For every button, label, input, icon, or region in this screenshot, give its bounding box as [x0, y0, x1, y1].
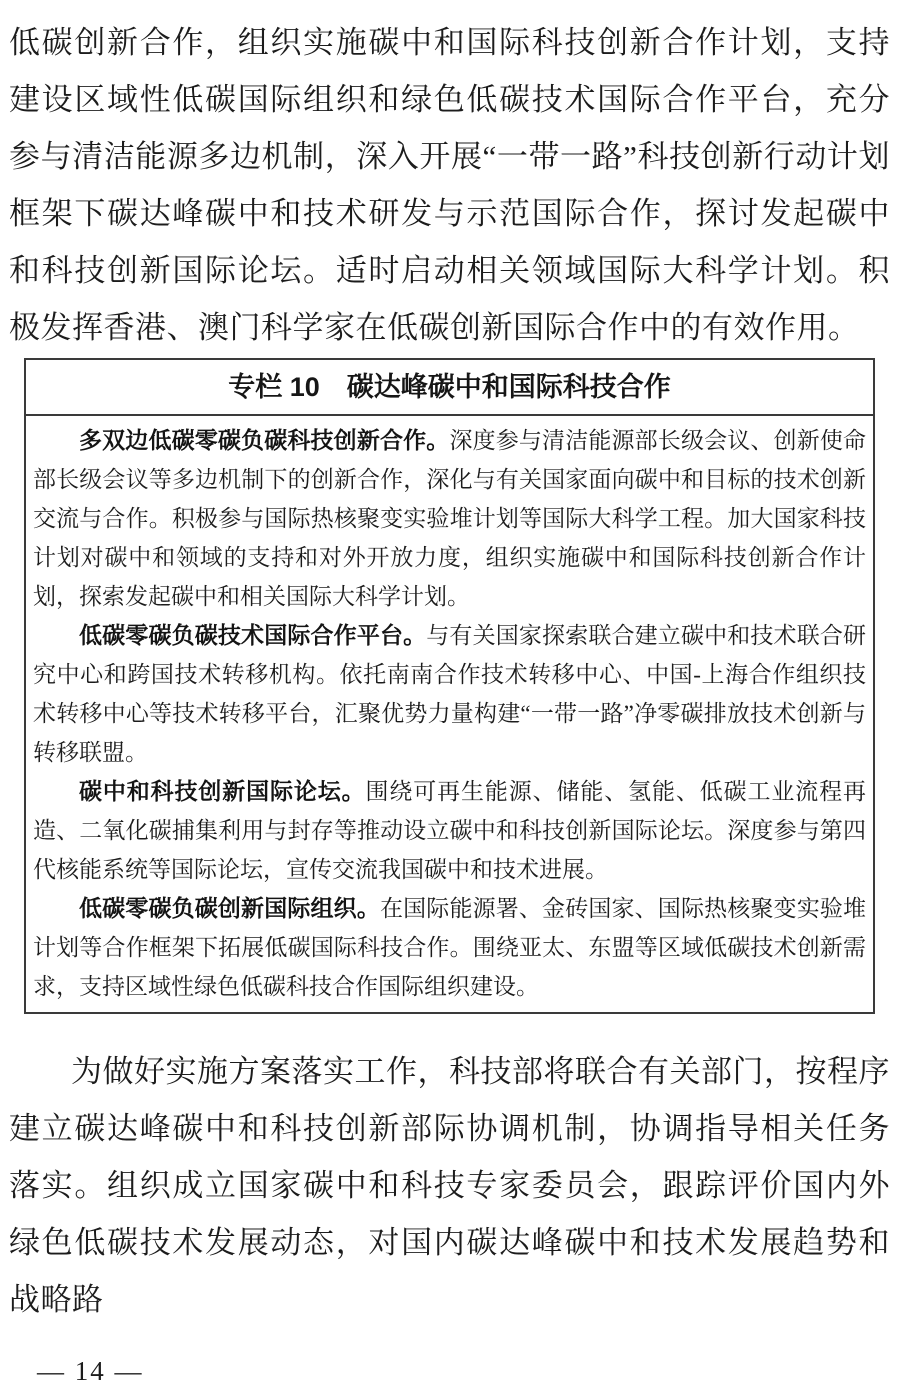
page-number: — 14 — — [37, 1356, 144, 1386]
box-paragraph-text: 围绕可再生能源、储能、氢能、低碳工业流程再造、二氧化碳捕集利用与封存等推动设立碳中和科技创新国际论坛。深度参与第四代核能系统等国际论坛，宣传交流我国碳中和技术进展。 — [33, 779, 866, 882]
box-title: 专栏 10 碳达峰碳中和国际科技合作 — [26, 360, 873, 416]
box-paragraph — [33, 421, 866, 616]
box-paragraph-text: 深度参与清洁能源部长级会议、创新使命部长级会议等多边机制下的创新合作，深化与有关国家面向碳中和目标的技术创新交流与合作。积极参与国际热核聚变实验堆计划等国际大科学工程。加大国家科技计划对碳中和领域的支持和对外开放力度，组织实施碳中和国际科技创新合作计划，探索发起碳中和相关国际大科学计划。 — [33, 428, 867, 609]
box-paragraph — [33, 772, 866, 889]
box-body — [26, 416, 873, 1012]
box-paragraph-lead: 低碳零碳负碳技术国际合作平台。 — [79, 622, 427, 648]
column-box-10 — [24, 358, 875, 1014]
box-paragraph-text: 在国际能源署、金砖国家、国际热核聚变实验堆计划等合作框架下拓展低碳国际科技合作。围绕亚太、东盟等区域低碳技术创新需求，支持区域性绿色低碳科技合作国际组织建设。 — [33, 896, 867, 999]
paragraph-top: 低碳创新合作，组织实施碳中和国际科技创新合作计划，支持建设区域性低碳国际组织和绿色低碳技术国际合作平台，充分参与清洁能源多边机制，深入开展“一带一路”科技创新行动计划框架下碳达峰碳中和技术研发与示范国际合作，探讨发起碳中和科技创新国际论坛。适时启动相关领域国际大科学计划。积极发挥香港、澳门科学家在低碳创新国际合作中的有效作用。 — [9, 25, 890, 345]
box-paragraph-lead: 多双边低碳零碳负碳科技创新合作。 — [79, 427, 450, 453]
paragraph-bottom: 为做好实施方案落实工作，科技部将联合有关部门，按程序建立碳达峰碳中和科技创新部际协调机制，协调指导相关任务落实。组织成立国家碳中和科技专家委员会，跟踪评价国内外绿色低碳技术发展动态，对国内碳达峰碳中和技术发展趋势和战略路 — [9, 1054, 890, 1317]
box-paragraph — [33, 889, 866, 1006]
box-paragraph-lead: 低碳零碳负碳创新国际组织。 — [79, 895, 380, 921]
box-paragraph-text: 与有关国家探索联合建立碳中和技术联合研究中心和跨国技术转移机构。依托南南合作技术转移中心、中国-上海合作组织技术转移中心等技术转移平台，汇聚优势力量构建“一带一路”净零碳排放技术创新与转移联盟。 — [33, 623, 867, 765]
box-paragraph-lead: 碳中和科技创新国际论坛。 — [79, 778, 366, 804]
box-paragraph — [33, 616, 866, 772]
